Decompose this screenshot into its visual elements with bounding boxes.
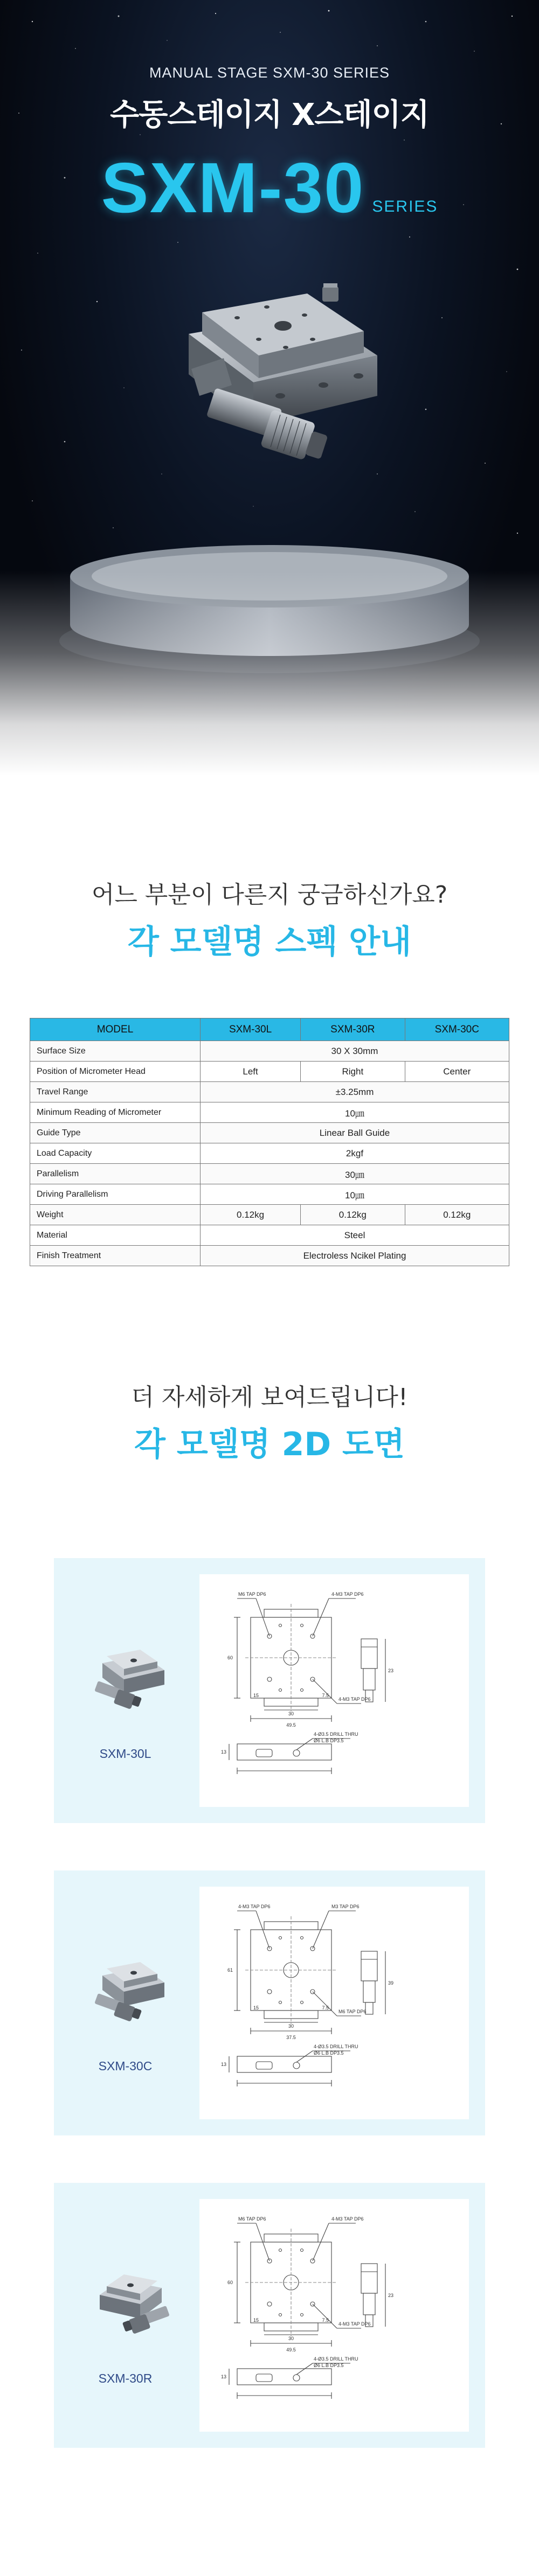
dimension-e: 13 xyxy=(220,1749,226,1755)
callout-tap-c: 4-M3 TAP DP6 xyxy=(338,1697,371,1702)
hero-eyebrow: MANUAL STAGE SXM-30 SERIES xyxy=(149,65,390,81)
model-photo xyxy=(92,1633,172,1714)
drawing-card-info xyxy=(54,1870,197,2135)
callout-counterbore: Ø6 L.B DP3.5 xyxy=(314,2363,344,2368)
spec-row xyxy=(30,1082,509,1102)
spec-row-value: 10㎛ xyxy=(201,1102,509,1123)
spec-row-label: Minimum Reading of Micrometer xyxy=(30,1102,201,1123)
spec-row-label: Driving Parallelism xyxy=(30,1184,201,1205)
spec-row xyxy=(30,1143,509,1164)
callout-drill: 4-Ø3.5 DRILL THRU xyxy=(314,2044,358,2049)
hero-series-label: SERIES xyxy=(372,198,438,215)
model-name-label: SXM-30C xyxy=(98,2059,153,2073)
model-name-label: SXM-30L xyxy=(99,1747,151,1761)
hero-section xyxy=(0,0,539,776)
dimension-e: 13 xyxy=(220,2374,226,2379)
dimension-b: 15 xyxy=(253,1693,259,1698)
dimension-b: 15 xyxy=(253,2317,259,2323)
drawing-heading xyxy=(0,1378,539,1465)
spec-title: 각 모델명 스펙 안내 xyxy=(127,923,412,961)
technical-drawing xyxy=(199,2199,469,2432)
spec-row-label: Finish Treatment xyxy=(30,1246,201,1266)
spec-row-value: 0.12kg xyxy=(301,1205,405,1225)
header-model: MODEL xyxy=(30,1018,201,1041)
model-photo xyxy=(92,2258,172,2339)
model-name-label: SXM-30R xyxy=(98,2371,153,2385)
callout-tap-a: 4-M3 TAP DP6 xyxy=(238,1904,271,1909)
spec-subtitle: 어느 부분이 다른지 궁금하신가요? xyxy=(91,881,448,909)
dimension-e: 13 xyxy=(220,2062,226,2067)
spec-row xyxy=(30,1225,509,1246)
drawing-card xyxy=(54,1870,485,2135)
dimension-width: 49.5 xyxy=(286,2347,296,2352)
spec-row xyxy=(30,1041,509,1062)
spec-row-value: 30㎛ xyxy=(201,1164,509,1184)
header-sxm-30r: SXM-30R xyxy=(301,1018,405,1041)
hero-header xyxy=(0,65,539,227)
spec-row xyxy=(30,1123,509,1143)
spec-row-label: Weight xyxy=(30,1205,201,1225)
spec-row-label: Travel Range xyxy=(30,1082,201,1102)
spec-row-value: 30 X 30mm xyxy=(201,1041,509,1062)
spec-row-label: Material xyxy=(30,1225,201,1246)
dimension-a: 30 xyxy=(288,2023,294,2029)
spec-row-value: Electroless Ncikel Plating xyxy=(201,1246,509,1266)
callout-tap-b: 4-M3 TAP DP6 xyxy=(331,2216,364,2222)
spec-row-label: Parallelism xyxy=(30,1164,201,1184)
spec-row-value: Right xyxy=(301,1062,405,1082)
dimension-d: 39 xyxy=(388,1980,394,1986)
dimension-width: 49.5 xyxy=(286,1722,296,1728)
spec-row xyxy=(30,1205,509,1225)
drawing-card-info xyxy=(54,2183,197,2448)
dimension-height: 61 xyxy=(227,1967,233,1973)
spec-row-value: Linear Ball Guide xyxy=(201,1123,509,1143)
hero-brand xyxy=(0,148,539,227)
spec-heading xyxy=(0,875,539,962)
hero-title: 수동스테이지 X스테이지 xyxy=(110,97,429,132)
dimension-d: 23 xyxy=(388,2293,394,2298)
spec-row xyxy=(30,1246,509,1266)
spec-row-value: 2kgf xyxy=(201,1143,509,1164)
dimension-b: 15 xyxy=(253,2005,259,2010)
spec-row xyxy=(30,1184,509,1205)
drawing-card xyxy=(54,2183,485,2448)
callout-tap-c: M6 TAP DP6 xyxy=(338,2009,367,2014)
callout-drill: 4-Ø3.5 DRILL THRU xyxy=(314,1732,358,1737)
spec-table-header xyxy=(30,1018,509,1041)
dimension-a: 30 xyxy=(288,1711,294,1716)
drawing-card-info xyxy=(54,1558,197,1823)
model-photo xyxy=(92,1946,172,2027)
product-image-sxm-30 xyxy=(151,253,388,506)
spec-table-body xyxy=(30,1041,509,1266)
technical-drawing xyxy=(199,1574,469,1807)
drawing-title: 각 모델명 2D 도면 xyxy=(134,1426,405,1463)
callout-tap-b: M3 TAP DP6 xyxy=(331,1904,360,1909)
spec-row-label: Guide Type xyxy=(30,1123,201,1143)
callout-tap-c: 4-M3 TAP DP6 xyxy=(338,2321,371,2327)
callout-tap-b: 4-M3 TAP DP6 xyxy=(331,1591,364,1597)
drawing-subtitle: 더 자세하게 보여드립니다! xyxy=(131,1384,408,1411)
hero-model-name: SXM-30 xyxy=(101,148,365,227)
spec-row-value: 0.12kg xyxy=(405,1205,509,1225)
spec-row-value: 0.12kg xyxy=(201,1205,301,1225)
hero-fade xyxy=(0,571,539,776)
callout-drill: 4-Ø3.5 DRILL THRU xyxy=(314,2356,358,2362)
spec-row-label: Position of Micrometer Head xyxy=(30,1062,201,1082)
header-sxm-30c: SXM-30C xyxy=(405,1018,509,1041)
callout-counterbore: Ø6 L.B DP3.5 xyxy=(314,1738,344,1743)
spec-row-value: 10㎛ xyxy=(201,1184,509,1205)
spec-row xyxy=(30,1164,509,1184)
callout-tap-a: M6 TAP DP6 xyxy=(238,2216,266,2222)
spec-row-value: ±3.25mm xyxy=(201,1082,509,1102)
dimension-c: 7.5 xyxy=(322,2005,329,2010)
dimension-c: 7.5 xyxy=(322,1693,329,1698)
spec-row-value: Steel xyxy=(201,1225,509,1246)
spec-row xyxy=(30,1102,509,1123)
dimension-height: 60 xyxy=(227,2280,233,2285)
dimension-height: 60 xyxy=(227,1655,233,1660)
callout-counterbore: Ø6 L.B DP3.5 xyxy=(314,2050,344,2056)
dimension-c: 7.5 xyxy=(322,2317,329,2323)
spec-row-label: Load Capacity xyxy=(30,1143,201,1164)
dimension-d: 23 xyxy=(388,1668,394,1673)
spec-row-label: Surface Size xyxy=(30,1041,201,1062)
spec-table xyxy=(30,1018,509,1266)
header-sxm-30l: SXM-30L xyxy=(201,1018,301,1041)
drawing-card xyxy=(54,1558,485,1823)
spec-row-value: Left xyxy=(201,1062,301,1082)
dimension-width: 37.5 xyxy=(286,2035,296,2040)
spec-row-value: Center xyxy=(405,1062,509,1082)
dimension-a: 30 xyxy=(288,2336,294,2341)
spec-row xyxy=(30,1062,509,1082)
callout-tap-a: M6 TAP DP6 xyxy=(238,1591,266,1597)
spec-table-wrapper xyxy=(0,1018,539,1266)
technical-drawing xyxy=(199,1887,469,2119)
